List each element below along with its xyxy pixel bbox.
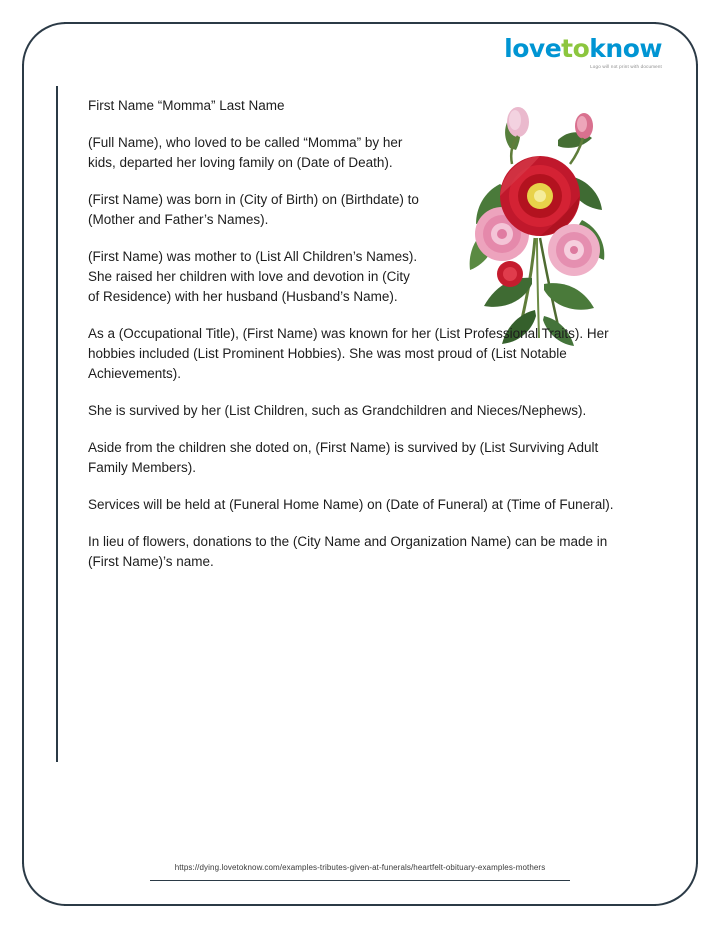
obituary-content (88, 96, 633, 572)
obituary-paragraph-6: Aside from the children she doted on, (First Name) is survived by (List Surviving Adult Family Members). (88, 440, 599, 475)
source-url[interactable]: https://dying.lovetoknow.com/examples-tributes-given-at-funerals/heartfelt-obituary-examples-mothers (174, 863, 546, 872)
lovetoknow-logo (504, 36, 662, 69)
obituary-paragraph-4: As a (Occupational Title), (First Name) was known for her (List Professional Traits). Her hobbies included (List Prominent Hobbies). She was most proud of (List Notable Achievements). (88, 326, 609, 381)
obituary-paragraph-7: Services will be held at (Funeral Home Name) on (Date of Funeral) at (Time of Funeral). (88, 497, 614, 512)
obituary-title: First Name “Momma” Last Name (88, 98, 285, 113)
border-corner-top-left (22, 22, 68, 68)
logo-wordmark (504, 36, 662, 61)
footer (0, 857, 720, 877)
footer-divider (150, 880, 570, 881)
border-edge-left (22, 64, 24, 864)
obituary-paragraph-3: (First Name) was mother to (List All Children’s Names). She raised her children with love and devotion in (City of Residence) with her husband (Husband’s Name). (88, 249, 418, 304)
logo-word-love: love (504, 34, 562, 63)
obituary-paragraph-5: She is survived by her (List Children, such as Grandchildren and Nieces/Nephews). (88, 403, 587, 418)
border-edge-right (696, 64, 698, 864)
obituary-paragraph-1: (Full Name), who loved to be called “Momma” by her kids, departed her loving family on (Date of Death). (88, 135, 403, 170)
logo-tagline: Logo will not print with document (590, 64, 662, 69)
inner-vertical-rule (56, 86, 58, 762)
obituary-paragraph-2: (First Name) was born in (City of Birth) on (Birthdate) to (Mother and Father’s Names). (88, 192, 419, 227)
border-edge-bottom (64, 904, 656, 906)
obituary-paragraph-8: In lieu of flowers, donations to the (City Name and Organization Name) can be made in (First Name)’s name. (88, 534, 608, 569)
logo-word-to: to (561, 34, 590, 63)
logo-word-know: know (589, 34, 662, 63)
border-edge-top (64, 22, 656, 24)
